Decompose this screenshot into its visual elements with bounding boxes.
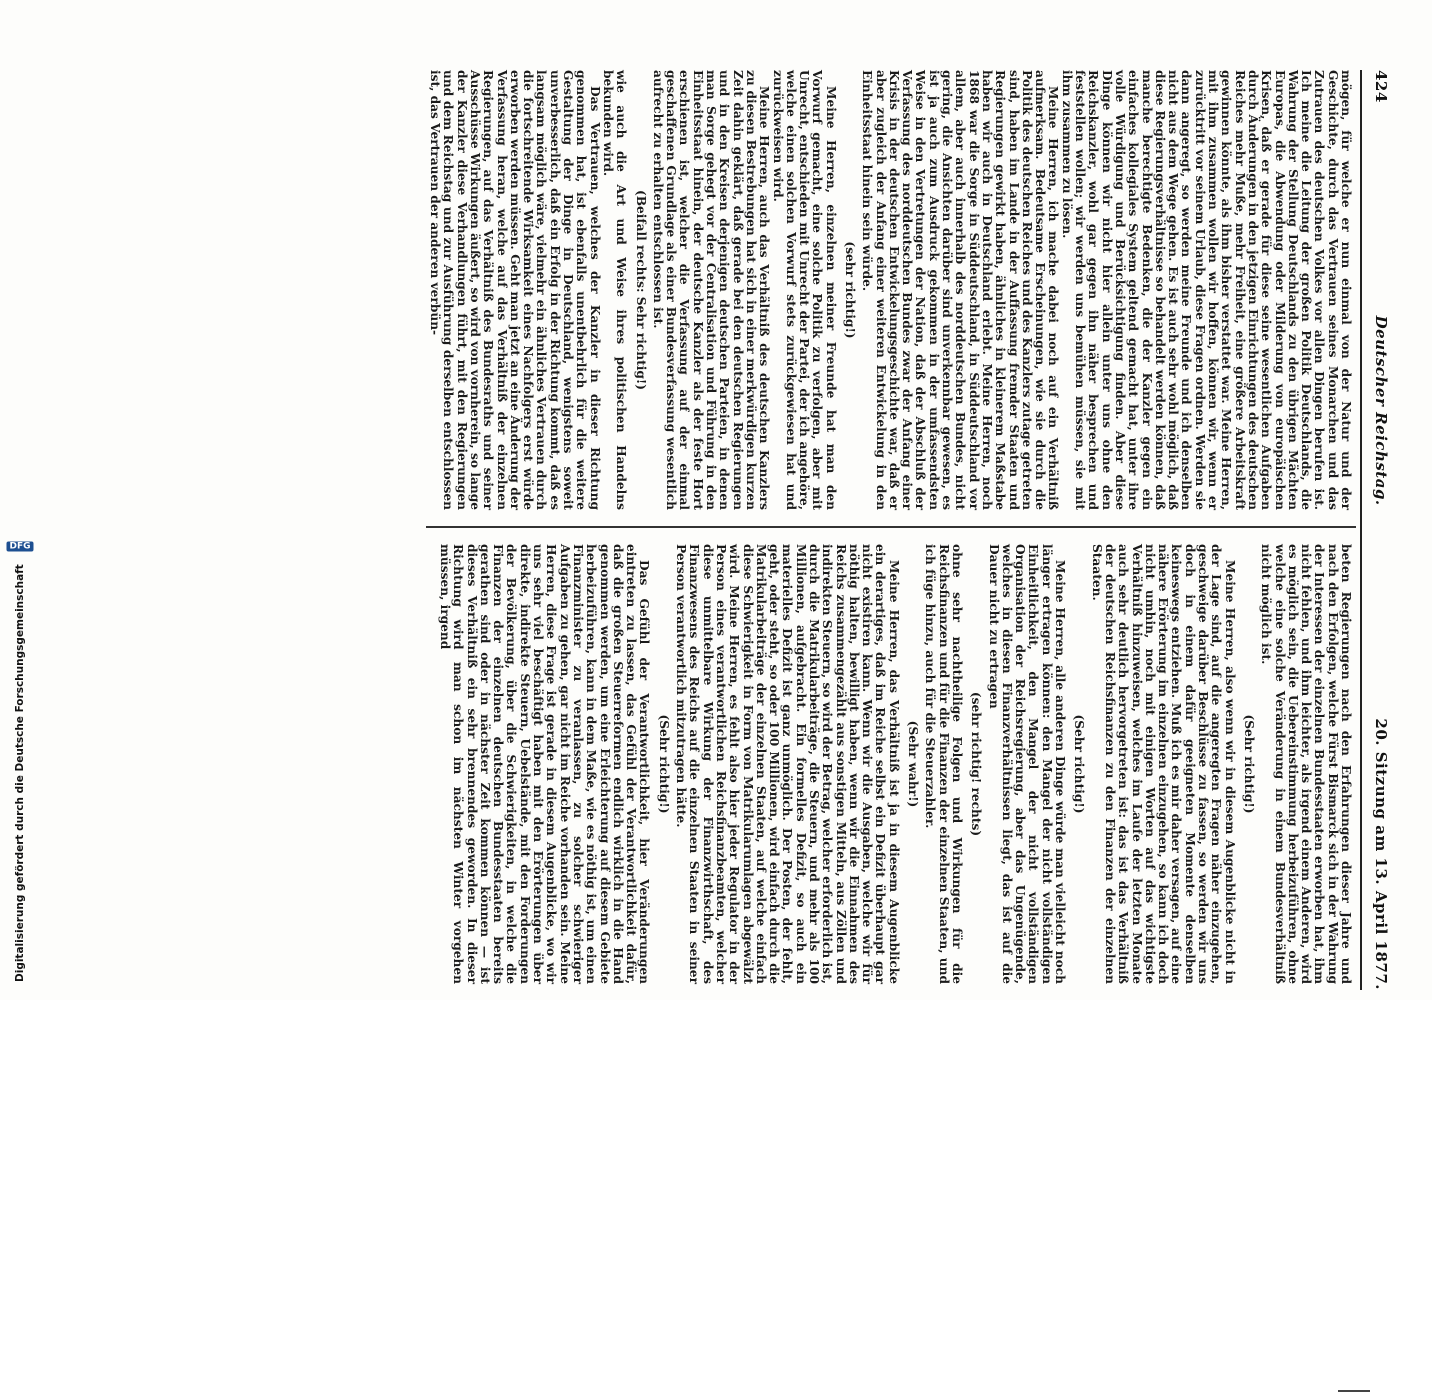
header-rule [1360,70,1362,990]
paragraph: Meine Herren, einzelnen meiner Freunde hat man den Vorwurf gemacht, eine solche Politik zu verfolgen, aber mit Unrecht, entschieden mit Unrecht der Partei, der ich angehöre, welche einen solchen Vorwurf stets zurückgewiesen hat und zurückweisen wird. [770,70,838,510]
reaction-note: (Sehr richtig!) [1241,714,1256,814]
reaction-note: (sehr richtig!) [843,241,858,339]
right-text-column [438,544,1352,984]
dfg-logo: DFG [6,542,33,552]
reaction-note: (Beifall rechts: Sehr richtig!) [633,189,648,391]
reaction-note: (Sehr richtig!) [656,714,671,814]
paragraph: beten Regierungen nach den Erfahrungen dieser Jahre und nach den Erfolgen, welche Fürst Bismarck sich in der Wahrung der Interessen der einzelnen Bundesstaaten erworben hat, ihm nicht fehlen, und ihm leichter, als irgend einem Anderen, wird es möglich sein, die Uebereinstimmung herbeizuführen, ohne welche eine solche Veränderung in einem Bundesverhältniß nicht möglich ist. [1259,544,1353,984]
paragraph: Das Gefühl der Verantwortlichkeit, hier Veränderungen eintreten zu lassen, das Gefühl der Verantwortlichkeit dafür, daß die großen Steuerreformen endlich wirklich in die Hand genommen werden, um eine Erleichterung auf diesem Gebiete herbeizuführen, kann in dem Maße, wie es nöthig ist, um einen Finanzminister zu veranlassen, zu solcher schwieriger Aufgaben zu gehen, gar nicht im Reiche vorhanden sein. Meine Herren, diese Frage ist gerade in diesem Augenblicke, wo wir uns sehr viel beschäftigt haben mit den Erörterungen über direkte, indirekte Steuern, Uebelstände, mit den Forderungen der Bevölkerung, über die Schwierigkeiten, in welche die Finanzen der einzelnen deutschen Bundesstaaten bereits gerathen sind oder in nächster Zeit kommen können — ist dieses Verhältniß ein sehr brennendes geworden. In dieser Richtung wird man schon im nächsten Winter vorgehen müssen, irgend [438,544,652,984]
reaction-note: (Sehr wahr!) [906,720,921,808]
reaction-note: (sehr richtig! rechts) [969,691,984,837]
column-divider [426,526,1356,528]
digitization-credit [9,533,31,982]
paragraph: Meine Herren, also wenn wir in diesem Augenblicke nicht in der Lage sind, auf die angeregten Fragen näher einzugehen, geschweige darüber Beschlüsse zu fassen, so werden wir uns doch in einem dafür geeigneten Momente denselben keineswegs entziehen. Muß ich es mir daher versagen, auf eine nähere Erörterung im einzelnen einzugehen, so kann ich doch nicht umhin, noch mit einigen Worten auf das wichtigste Verhältniß hinzuweisen, welches im Laufe der letzten Monate auch sehr deutlich hervorgetreten ist: das ist das Verhältniß der deutschen Reichsfinanzen zu den Finanzen der einzelnen Staaten. [1089,544,1237,984]
reaction-note: (Sehr richtig!) [1072,714,1087,814]
running-head [1364,70,1390,990]
paragraph: Das Vertrauen, welches der Kanzler in dieser Richtung genommen hat, ist ebenfalls unentbehrlich für die weitere Gestaltung der Dinge in Deutschland, wenigstens soweit unverbesserlich, daß ein Erfolg in der Richtung kommt, daß es langsam möglich wäre, vielmehr ein ähnliches Vertrauen durch die fortschreitende Wirksamkeit eines Nachfolgers erst würde erworben werden müssen. Geht man jetzt an eine Änderung der Verfassung heran, welche auf das Verhältniß der einzelnen Regierungen, auf das Verhältniß des Bundesraths und seiner Ausschüsse Wirkungen äußert, so wird von vornherein, so lange der Kanzler diese Verhandlungen führt, mit den Regierungen und dem Reichstag und zur Ausführung derselben entschlossen ist, das Vertrauen der anderen verbün- [428,70,602,510]
paragraph: wie auch die Art und Weise ihres politischen Handelns bekunden wird. [600,70,629,510]
paragraph: mögen, für welche er nun einmal von der Natur und der Geschichte, durch das Vertrauen seines Monarchen und das Zutrauen des deutschen Volkes vor allen Dingen berufen ist. Ich meine die Leitung der großen Politik Deutschlands, die Wahrung der Stellung Deutschlands zu den übrigen Mächten Europas, die Abwendung oder Milderung von europäischen Krisen, daß er gerade für diese seine wesentlichen Aufgaben durch Änderungen in den jetzigen Einrichtungen des deutschen Reiches mehr Muße, mehr Freiheit, eine größere Arbeitskraft gewinnen könnte, als ihm bisher verstattet war. Meine Herren, mit ihm zusammen wollen wir hoffen, können wir, wenn er zurücktritt vor seinem Urlaub, diese Fragen ordnen. Werden sie dann angeregt, so werden meine Freunde und ich denselben nicht aus dem Wege gehen. Es ist auch sehr wohl möglich, daß diese Regierungsverhältnisse so behandelt werden können, daß manche berechtigte Bedenken, die der Kanzler gegen ein einfaches kollegiales System geltend gemacht hat, unter ihre volle Würdigung und Berücksichtigung finden. Aber diese Dinge können wir nicht hier allein unter uns ohne den Reichskanzler, wohl gar gegen ihn näher besprechen und feststellen wollen; wir werden uns bemühen müssen, sie mit ihm zusammen zu lösen. [1059,70,1353,510]
left-text-column [428,70,1352,510]
publication-title: Deutscher Reichstag. [1372,315,1390,506]
paragraph: Meine Herren, das Verhältniß ist ja in diesem Augenblicke ein derartiges, daß im Reiche selbst ein Defizit überhaupt gar nicht existiren kann. Wenn wir die Ausgaben, welche wir für nöthig halten, bewilligt haben, wenn wir die Einnahmen des Reichs zusammengezählt aus sonstigen Mitteln, aus Zöllen und indirekten Steuern, so wird der Betrag, welcher erforderlich ist, durch die Matrikularbeiträge, die Steuern, und mehr als 100 Millionen, aufgebracht. Ein formelles Defizit, so auch ein materielles Defizit ist ganz unmöglich. Der Posten, der fehlt, geht, oder steht, so oder 100 Millionen, wird einfach durch die Matrikularbeiträge der einzelnen Staaten, auf welche einfach diese Schwierigkeit in Form von Matrikularumlagen abgewälzt wird. Meine Herren, es fehlt also hier jeder Regulator in der Person eines verantwortlichen Reichsfinanzbeamten, welcher diese unmittelbare Wirkung der Finanzwirthschaft, des Finanzwesens des Reichs auf die einzelnen Staaten in seiner Person verantwortlich mitzutragen hätte. [674,544,901,984]
session-date: 20. Sitzung am 13. April 1877. [1372,718,1390,990]
credit-text: Digitalisierung gefördert durch die Deutsche Forschungsgemeinschaft [14,564,26,982]
page-number: 424 [1372,70,1390,103]
paragraph: Meine Herren, alle anderen Dinge würde man vielleicht noch länger ertragen können: den Mangel der nicht vollständigen Einheitlichkeit, den Mangel der nicht vollständigen Organisation der Reichsregierung, aber das Ungenügende, welches in diesen Finanzverhältnissen liegt, das ist auf die Dauer nicht zu ertragen [986,544,1068,984]
paragraph: Meine Herren, ich mache dabei noch auf ein Verhältniß aufmerksam. Bedeutsame Erscheinungen, wie sie durch die Politik des deutschen Reiches und des Kanzlers zutage getreten sind, haben im Lande in der Auffassung fremder Staaten und Regierungen gewirkt haben, ähnliches in kleinerem Maßstabe haben wir auch in Deutschland erlebt. Meine Herren, noch 1868 war die Sorge in Süddeutschland, in Süddeutschland vor allem, aber auch innerhalb des norddeutschen Bundes, nicht gering, die Ansichten darüber sind unverkennbar gewesen, es ist ja auch zum Ausdruck gekommen in der umfassendsten Weise in den Vertretungen der Nation, daß der Abschluß der Verfassung des norddeutschen Bundes zwar der Anfang einer Krisis in der deutschen Entwickelungsgeschichte war, daß er aber zugleich der Anfang einer weiteren Entwickelung in den Einheitsstaat hinein sein würde. [860,70,1061,510]
paragraph: Meine Herren, auch das Verhältniß des deutschen Kanzlers zu diesen Bestrebungen hat sich in einer merkwürdigen kurzen Zeit dahin geklärt, daß gerade bei den deutschen Regierungen und in den Kreisen derjenigen deutschen Parteien, in denen man Sorge gehegt vor der Centralisation und Führung in den Einheitsstaat hinein, der deutsche Kanzler als der feste Hort erschienen ist, welcher die Verfassung auf der einmal geschaffenen Grundlage als einer Bundesverfassung wesentlich aufrecht zu erhalten entschlossen ist. [650,70,772,510]
paragraph: ohne sehr nachtheilige Folgen und Wirkungen für die Reichsfinanzen und für die Finanzen der einzelnen Staaten, und ich füge hinzu, auch für die Steuerzahler. [923,544,964,984]
rotated-document-page [90,70,1390,990]
